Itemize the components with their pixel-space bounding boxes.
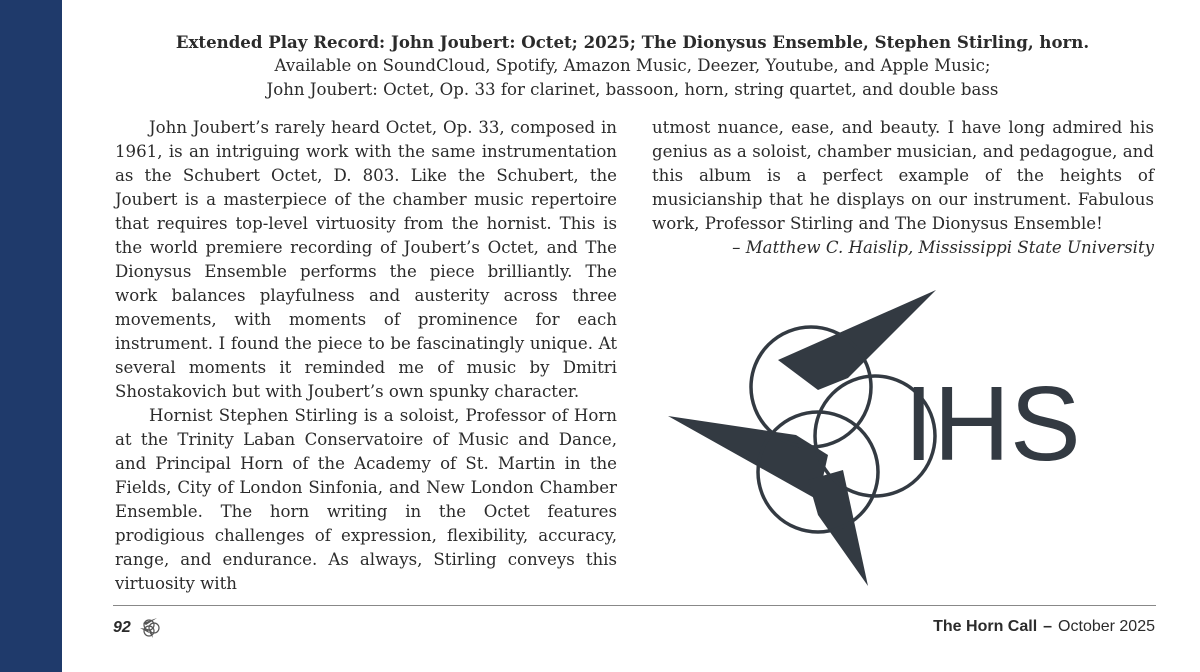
ihs-logo-text: IHS bbox=[904, 365, 1081, 483]
record-title: Extended Play Record: John Joubert: Octet; 2025; The Dionysus Ensemble, Stephen Stirling, horn. bbox=[175, 32, 1090, 52]
review-column-left bbox=[115, 116, 617, 596]
review-paragraph-1: John Joubert’s rarely heard Octet, Op. 33, composed in 1961, is an intriguing work with the same instrumentation as the Schubert Octet, D. 803. Like the Schubert, the Joubert is a masterpiece of the chamber music repertoire that requires top-level virtuosity from the hornist. This is the world premiere recording of Joubert’s Octet, and The Dionysus Ensemble performs the piece brilliantly. The work balances playfulness and austerity across three movements, with moments of prominence for each instrument. I found the piece to be fascinatingly unique. At several moments it reminded me of music by Dmitri Shostakovich but with Joubert’s own spunky character. bbox=[115, 118, 617, 401]
review-paragraph-2-continued: utmost nuance, ease, and beauty. I have long admired his genius as a soloist, chamber musician, and pedagogue, and this album is a perfect example of the heights of musicianship that he displays on our instrument. Fabulous work, Professor Stirling and The Dionysus Ensemble! bbox=[652, 118, 1154, 233]
record-work: John Joubert: Octet, Op. 33 for clarinet, bassoon, horn, string quartet, and double bass bbox=[266, 80, 999, 99]
ring-top bbox=[751, 327, 871, 447]
page-number: 92 bbox=[113, 619, 131, 636]
footer-dash: – bbox=[1043, 618, 1053, 635]
magazine-name: The Horn Call bbox=[933, 618, 1038, 635]
horn-bell-left bbox=[668, 416, 828, 500]
record-header bbox=[110, 30, 1155, 102]
page-spine-bar bbox=[0, 0, 62, 672]
review-paragraph-2: Hornist Stephen Stirling is a soloist, Professor of Horn at the Trinity Laban Conservatoire of Music and Dance, and Principal Horn of the Academy of St. Martin in the Fields, City of London Sinfonia, and New London Chamber Ensemble. The horn writing in the Octet features prodigious challenges of expression, flexibility, accuracy, range, and endurance. As always, Stirling conveys this virtuosity with bbox=[115, 406, 617, 593]
review-column-right bbox=[652, 116, 1154, 260]
issue-date: October 2025 bbox=[1058, 618, 1155, 635]
reviewer-signature: – Matthew C. Haislip, Mississippi State University bbox=[732, 238, 1154, 257]
footer-issue-info bbox=[933, 617, 1155, 637]
footer-rule bbox=[113, 605, 1156, 606]
footer-page-number-group bbox=[113, 617, 163, 639]
ihs-logo bbox=[668, 290, 1148, 586]
record-availability: Available on SoundCloud, Spotify, Amazon Music, Deezer, Youtube, and Apple Music; bbox=[274, 56, 991, 75]
ihs-mini-logo-icon bbox=[139, 617, 163, 639]
